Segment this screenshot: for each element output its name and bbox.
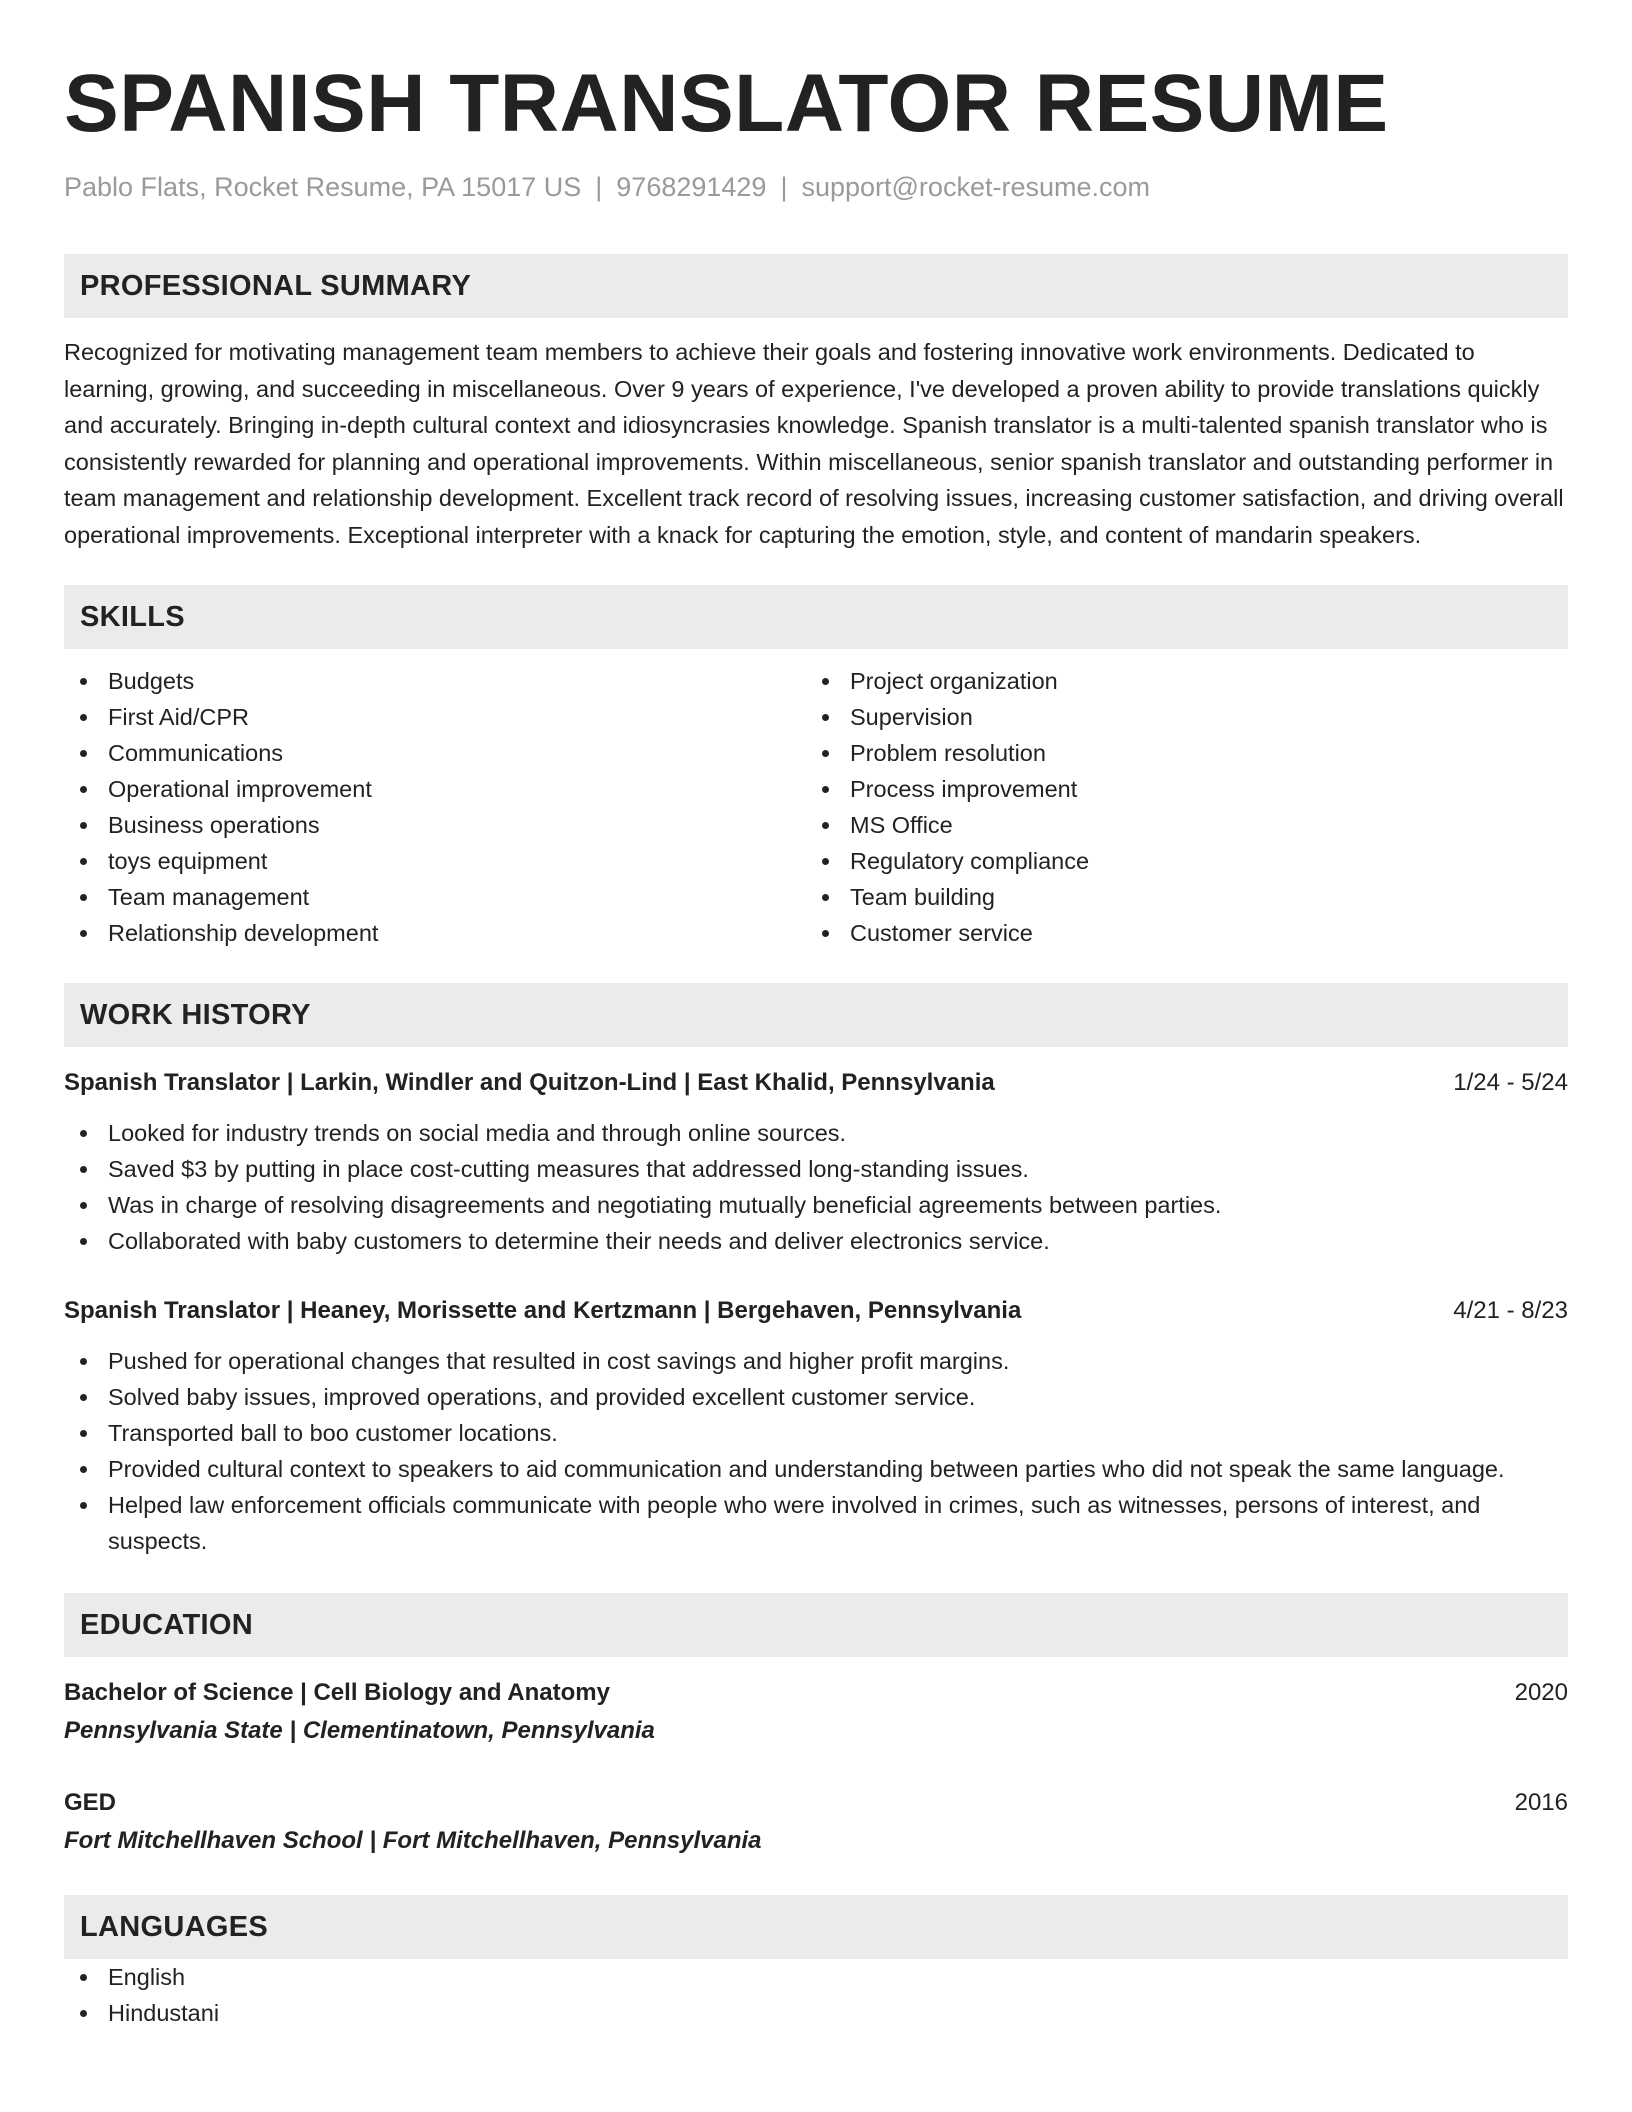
education-entry [64, 1785, 1568, 1859]
job-bullets [64, 1343, 1568, 1559]
job-bullet: Transported ball to boo customer locations. [64, 1415, 1568, 1451]
job-bullet: Pushed for operational changes that resulted in cost savings and higher profit margins. [64, 1343, 1568, 1379]
skill-item: Budgets [64, 663, 806, 699]
skill-item: Customer service [806, 915, 1568, 951]
education-degree: GED [64, 1789, 117, 1816]
skill-item: Supervision [806, 699, 1568, 735]
job-bullet: Saved $3 by putting in place cost-cutting measures that addressed long-standing issues. [64, 1151, 1568, 1187]
education-entry [64, 1675, 1568, 1749]
language-item: English [64, 1959, 1568, 1995]
skill-item: MS Office [806, 807, 1568, 843]
education-header [64, 1785, 1568, 1821]
education-year: 2016 [1514, 1789, 1568, 1816]
skill-item: First Aid/CPR [64, 699, 806, 735]
section-header-languages: LANGUAGES [64, 1895, 1568, 1959]
job-bullet: Was in charge of resolving disagreements and negotiating mutually beneficial agreements between parties. [64, 1187, 1568, 1223]
resume-title: SPANISH TRANSLATOR RESUME [64, 58, 1389, 149]
section-header-work-history: WORK HISTORY [64, 983, 1568, 1047]
education-year: 2020 [1514, 1679, 1568, 1706]
job-header [64, 1293, 1568, 1329]
skill-item: Regulatory compliance [806, 843, 1568, 879]
job-bullet: Solved baby issues, improved operations, and provided excellent customer service. [64, 1379, 1568, 1415]
language-item: Hindustani [64, 1995, 1568, 2031]
job-header [64, 1065, 1568, 1101]
education-school: Pennsylvania State | Clementinatown, Pennsylvania [64, 1717, 655, 1744]
contact-address: Pablo Flats, Rocket Resume, PA 15017 US [64, 172, 582, 202]
skill-item: Business operations [64, 807, 806, 843]
section-header-skills: SKILLS [64, 585, 1568, 649]
job-title: Spanish Translator | Larkin, Windler and Quitzon-Lind | East Khalid, Pennsylvania [64, 1069, 995, 1096]
contact-email[interactable]: support@rocket-resume.com [801, 172, 1150, 202]
job-title: Spanish Translator | Heaney, Morissette and Kertzmann | Bergehaven, Pennsylvania [64, 1297, 1022, 1324]
skills-list-right [806, 663, 1568, 951]
skill-item: Relationship development [64, 915, 806, 951]
job-dates: 1/24 - 5/24 [1453, 1069, 1568, 1096]
skill-item: Operational improvement [64, 771, 806, 807]
skills-list-left [64, 663, 806, 951]
job-entry [64, 1065, 1568, 1259]
job-dates: 4/21 - 8/23 [1453, 1297, 1568, 1324]
skill-item: Communications [64, 735, 806, 771]
skill-item: Team management [64, 879, 806, 915]
skill-item: Team building [806, 879, 1568, 915]
section-header-summary: PROFESSIONAL SUMMARY [64, 254, 1568, 318]
skill-item: toys equipment [64, 843, 806, 879]
education-school: Fort Mitchellhaven School | Fort Mitchellhaven, Pennsylvania [64, 1827, 762, 1854]
education-header [64, 1675, 1568, 1711]
job-bullet: Provided cultural context to speakers to aid communication and understanding between parties who did not speak the same language. [64, 1451, 1568, 1487]
skill-item: Project organization [806, 663, 1568, 699]
job-bullet: Looked for industry trends on social media and through online sources. [64, 1115, 1568, 1151]
job-bullets [64, 1115, 1568, 1259]
skill-item: Process improvement [806, 771, 1568, 807]
job-bullet: Collaborated with baby customers to determine their needs and deliver electronics service. [64, 1223, 1568, 1259]
languages-list [64, 1959, 1568, 2031]
job-bullet: Helped law enforcement officials communicate with people who were involved in crimes, such as witnesses, persons of interest, and suspects. [64, 1487, 1568, 1559]
contact-phone: 9768291429 [616, 172, 767, 202]
section-header-education: EDUCATION [64, 1593, 1568, 1657]
skills-grid [64, 663, 1568, 951]
summary-text: Recognized for motivating management team members to achieve their goals and fostering innovative work environments. Dedicated to learning, growing, and succeeding in miscellaneous. Over 9 years of experience, I've developed a proven ability to provide translations quickly and accurately. Bringing in-depth cultural context and idiosyncrasies knowledge. Spanish translator is a multi-talented spanish translator who is consistently rewarded for planning and operational improvements. Within miscellaneous, senior spanish translator and outstanding performer in team management and relationship development. Excellent track record of resolving issues, increasing customer satisfaction, and driving overall operational improvements. Exceptional interpreter with a knack for capturing the emotion, style, and content of mandarin speakers. [64, 339, 1564, 548]
job-entry [64, 1293, 1568, 1559]
contact-separator: | [780, 172, 788, 202]
contact-line [64, 170, 1568, 204]
education-degree: Bachelor of Science | Cell Biology and Anatomy [64, 1679, 610, 1706]
skill-item: Problem resolution [806, 735, 1568, 771]
contact-separator: | [595, 172, 603, 202]
